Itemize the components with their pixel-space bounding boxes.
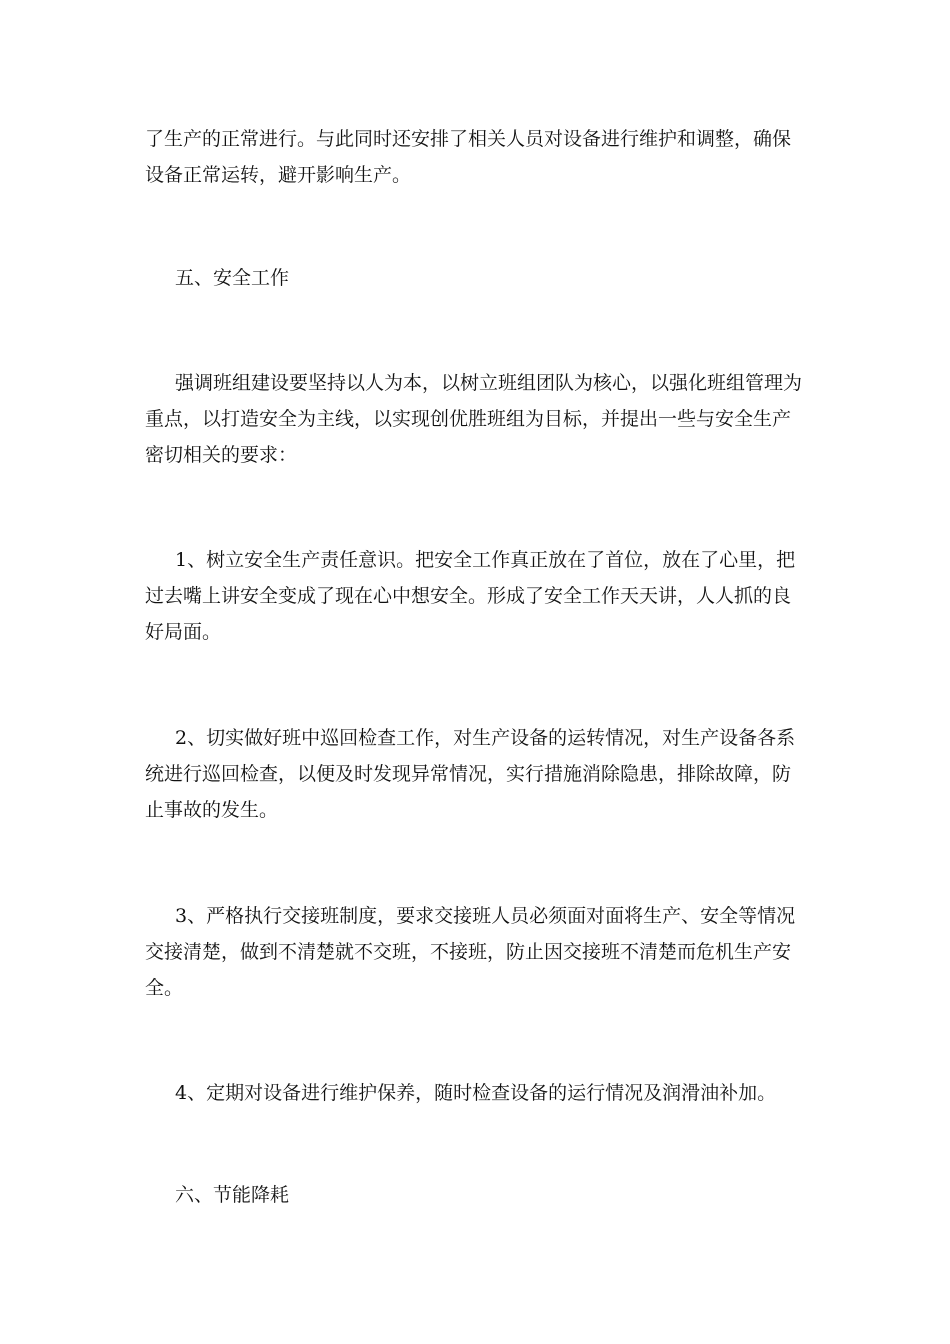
list-item-2 [145, 720, 811, 828]
paragraph-emphasis [145, 365, 811, 473]
text-line: 1、树立安全生产责任意识。把安全工作真正放在了首位，放在了心里，把 [175, 549, 796, 571]
text-line: 全。 [145, 977, 184, 999]
list-item-1 [145, 542, 811, 650]
list-item-4 [145, 1075, 811, 1111]
text-line: 密切相关的要求： [145, 444, 298, 466]
text-line: 重点，以打造安全为主线，以实现创优胜班组为目标，并提出一些与安全生产 [145, 408, 792, 430]
text-line: 2、切实做好班中巡回检查工作，对生产设备的运转情况，对生产设备各系 [175, 727, 796, 749]
paragraph-intro [145, 121, 811, 193]
text-line: 过去嘴上讲安全变成了现在心中想安全。形成了安全工作天天讲，人人抓的良 [145, 585, 792, 607]
text-line: 统进行巡回检查，以便及时发现异常情况，实行措施消除隐患，排除故障，防 [145, 763, 792, 785]
text-line: 4、定期对设备进行维护保养，随时检查设备的运行情况及润滑油补加。 [175, 1082, 777, 1104]
text-line: 交接清楚，做到不清楚就不交班，不接班，防止因交接班不清楚而危机生产安 [145, 941, 792, 963]
text-line: 3、严格执行交接班制度，要求交接班人员必须面对面将生产、安全等情况 [175, 905, 796, 927]
list-item-3 [145, 898, 811, 1006]
text-line: 了生产的正常进行。与此同时还安排了相关人员对设备进行维护和调整，确保 [145, 128, 792, 150]
section-heading-energy-saving: 六、节能降耗 [175, 1184, 290, 1206]
section-heading-safety: 五、安全工作 [175, 267, 290, 289]
text-line: 强调班组建设要坚持以人为本，以树立班组团队为核心，以强化班组管理为 [175, 372, 803, 394]
text-line: 好局面。 [145, 621, 222, 643]
text-line: 设备正常运转，避开影响生产。 [145, 164, 412, 186]
text-line: 止事故的发生。 [145, 799, 279, 821]
